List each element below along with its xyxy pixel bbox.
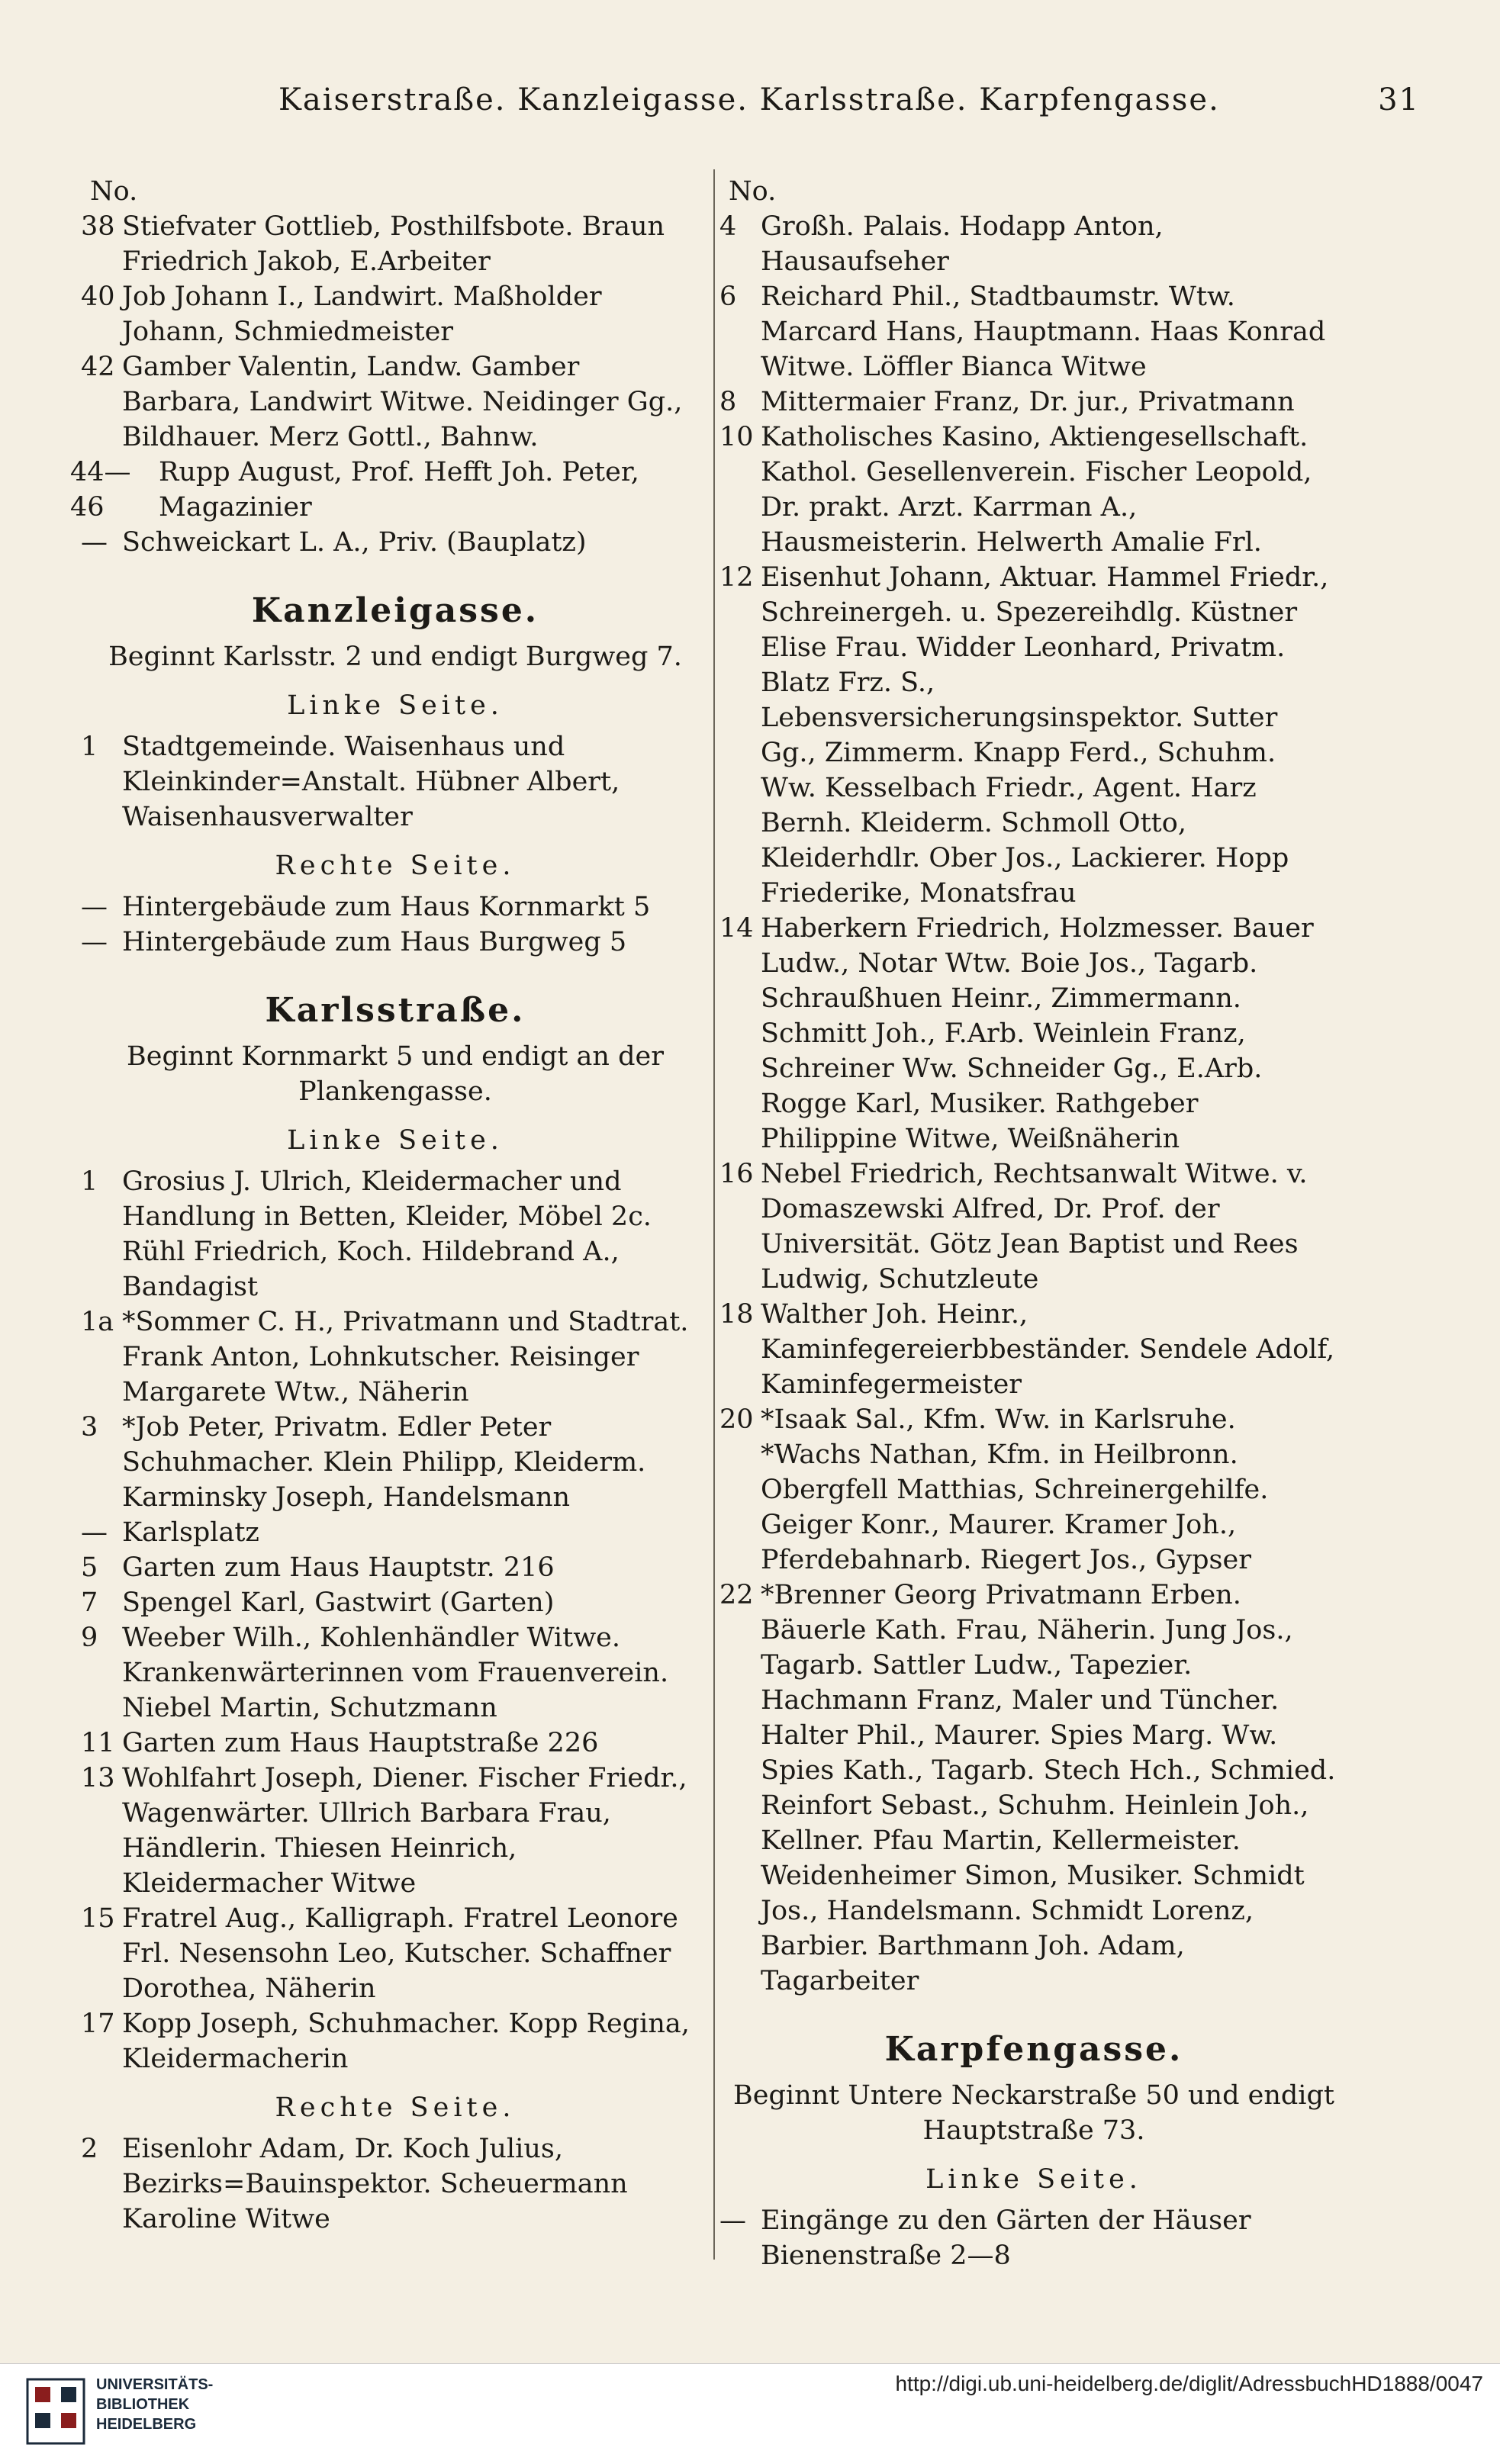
entry-text: Mittermaier Franz, Dr. jur., Privatmann xyxy=(761,387,1295,417)
list-item xyxy=(81,1761,700,1901)
house-number: 12 xyxy=(719,562,754,593)
house-number: 40 xyxy=(81,281,115,312)
house-number: 4 xyxy=(719,211,737,242)
entry-text: Katholisches Kasino, Aktiengesellschaft. Kathol. Gesellenverein. Fischer Leopold, Dr. prakt. Arzt. Karrman A., Hausmeisterin. Helwerth Amalie Frl. xyxy=(761,422,1312,558)
list-item xyxy=(719,1578,1339,1999)
house-number: — xyxy=(81,1517,108,1548)
section-title-karpfengasse: Karpfengasse. xyxy=(884,2030,1183,2069)
house-number: — xyxy=(81,927,108,957)
house-number: 17 xyxy=(81,2009,115,2039)
house-number: 1 xyxy=(81,732,98,762)
entry-text: Nebel Friedrich, Rechtsanwalt Witwe. v. Domaszewski Alfred, Dr. Prof. der Universität. Götz Jean Baptist und Rees Ludwig, Schutzleute xyxy=(761,1159,1308,1295)
entry-text: Walther Joh. Heinr., Kaminfegereierbbeständer. Sendele Adolf, Kaminfegermeister xyxy=(761,1299,1335,1400)
list-item xyxy=(81,1304,700,1410)
house-number: 7 xyxy=(81,1587,98,1618)
house-number: 2 xyxy=(81,2134,98,2164)
entry-text: Eisenlohr Adam, Dr. Koch Julius, Bezirks=Bauinspektor. Scheuermann Karoline Witwe xyxy=(122,2134,628,2234)
entry-text: Hintergebäude zum Haus Kornmarkt 5 xyxy=(122,892,651,922)
footer-bar xyxy=(0,2363,1500,2464)
university-library-logo-icon xyxy=(21,2373,90,2450)
house-number: 3 xyxy=(81,1412,98,1443)
entry-text: Eisenhut Johann, Aktuar. Hammel Friedr., Schreinergeh. u. Spezereihdlg. Küstner Elise Frau. Widder Leonhard, Privatm. Blatz Frz. S., Lebensversicherungsinspektor. Sutter Gg., Zimmerm. Knapp Ferd., Schuhm. Ww. Kesselbach Friedr., Agent. Harz Bernh. Kleiderm. Schmoll Otto, Kleiderhdlr. Ober Jos., Lackierer. Hopp Friederike, Monatsfrau xyxy=(761,562,1329,909)
house-number: 15 xyxy=(81,1903,115,1934)
entry-text: Weeber Wilh., Kohlenhändler Witwe. Krankenwärterinnen vom Frauenverein. Niebel Martin, Schutzmann xyxy=(122,1623,669,1723)
no-label: No. xyxy=(90,176,138,207)
section-begin: Beginnt Kornmarkt 5 und endigt an der Plankengasse. xyxy=(127,1041,664,1107)
entry-text: *Brenner Georg Privatmann Erben. Bäuerle Kath. Frau, Näherin. Jung Jos., Tagarb. Sattler Ludw., Tapezier. Hachmann Franz, Maler und Tüncher. Halter Phil., Maurer. Spies Marg. Ww. Spies Kath., Tagarb. Stech Hch., Schmied. Reinfort Sebast., Schuhm. Heinlein Joh., Kellner. Pfau Martin, Kellermeister. Weidenheimer Simon, Musiker. Schmidt Jos., Handelsmann. Schmidt Lorenz, Barbier. Barthmann Joh. Adam, Tagarbeiter xyxy=(761,1580,1336,1996)
list-item xyxy=(81,525,700,560)
library-name: UNIVERSITÄTS- BIBLIOTHEK HEIDELBERG xyxy=(96,2376,214,2433)
list-item xyxy=(81,1585,700,1620)
entry-text: Reichard Phil., Stadtbaumstr. Wtw. Marcard Hans, Hauptmann. Haas Konrad Witwe. Löffler Bianca Witwe xyxy=(761,281,1326,382)
entry-text: Stadtgemeinde. Waisenhaus und Kleinkinder=Anstalt. Hübner Albert, Waisenhausverwalter xyxy=(122,732,620,832)
left-column xyxy=(70,174,700,2237)
page-header xyxy=(80,82,1420,128)
section-title-kanzleigasse: Kanzleigasse. xyxy=(251,591,539,630)
list-item xyxy=(81,2131,700,2237)
house-number: 6 xyxy=(719,281,737,312)
side-heading: Rechte Seite. xyxy=(275,2092,516,2123)
section-title-karlsstrasse: Karlsstraße. xyxy=(265,991,526,1030)
entry-text: Gamber Valentin, Landw. Gamber Barbara, Landwirt Witwe. Neidinger Gg., Bildhauer. Merz Gottl., Bahnw. xyxy=(122,352,683,452)
house-number: 5 xyxy=(81,1552,98,1583)
house-number: 10 xyxy=(719,422,754,452)
list-item xyxy=(81,1726,700,1761)
house-number: — xyxy=(81,527,108,558)
house-number: 38 xyxy=(81,211,115,242)
column-divider xyxy=(713,169,715,2260)
entry-text: Schweickart L. A., Priv. (Bauplatz) xyxy=(122,527,587,558)
entry-text: Job Johann I., Landwirt. Maßholder Johann, Schmiedmeister xyxy=(122,281,602,347)
side-heading: Linke Seite. xyxy=(925,2164,1142,2195)
list-item xyxy=(719,209,1339,279)
list-item xyxy=(81,349,700,455)
list-item xyxy=(81,889,700,925)
entry-text: Hintergebäude zum Haus Burgweg 5 xyxy=(122,927,627,957)
list-item xyxy=(719,384,1339,420)
entry-text: *Job Peter, Privatm. Edler Peter Schuhmacher. Klein Philipp, Kleiderm. Karminsky Joseph, Handelsmann xyxy=(122,1412,646,1513)
list-item xyxy=(81,729,700,835)
list-item xyxy=(719,1156,1339,1297)
list-item xyxy=(81,2006,700,2076)
entry-text: Garten zum Haus Hauptstr. 216 xyxy=(122,1552,555,1583)
running-title: Kaiserstraße. Kanzleigasse. Karlsstraße. Karpfengasse. xyxy=(278,82,1220,117)
list-item xyxy=(81,1620,700,1726)
entry-text: Eingänge zu den Gärten der Häuser Bienenstraße 2—8 xyxy=(761,2205,1251,2271)
entry-text: Grosius J. Ulrich, Kleidermacher und Handlung in Betten, Kleider, Möbel 2c. Rühl Friedrich, Koch. Hildebrand A., Bandagist xyxy=(122,1166,652,1302)
list-item xyxy=(81,1164,700,1304)
section-begin: Beginnt Karlsstr. 2 und endigt Burgweg 7. xyxy=(108,642,682,672)
entry-text: Kopp Joseph, Schuhmacher. Kopp Regina, Kleidermacherin xyxy=(122,2009,690,2074)
list-item xyxy=(719,2203,1339,2273)
house-number: 8 xyxy=(719,387,737,417)
no-label: No. xyxy=(729,176,777,207)
entry-text: *Sommer C. H., Privatmann und Stadtrat. Frank Anton, Lohnkutscher. Reisinger Margarete Wtw., Näherin xyxy=(122,1307,689,1407)
house-number: — xyxy=(81,892,108,922)
list-item xyxy=(81,1550,700,1585)
house-number: 9 xyxy=(81,1623,98,1653)
entry-text: Wohlfahrt Joseph, Diener. Fischer Friedr., Wagenwärter. Ullrich Barbara Frau, Händlerin. Thiesen Heinrich, Kleidermacher Witwe xyxy=(122,1763,687,1899)
list-item xyxy=(81,279,700,349)
list-item xyxy=(81,209,700,279)
house-number: 20 xyxy=(719,1404,754,1435)
source-url-link[interactable]: http://digi.ub.uni-heidelberg.de/diglit/AdressbuchHD1888/0047 xyxy=(895,2372,1483,2395)
list-item xyxy=(70,455,700,525)
list-item xyxy=(719,1402,1339,1578)
entry-text: Stiefvater Gottlieb, Posthilfsbote. Braun Friedrich Jakob, E.Arbeiter xyxy=(122,211,665,277)
right-column xyxy=(719,174,1339,2273)
house-number: — xyxy=(719,2205,746,2236)
list-item xyxy=(719,1297,1339,1402)
list-item xyxy=(719,911,1339,1156)
house-number: 1 xyxy=(81,1166,98,1197)
house-number: 44—46 xyxy=(70,457,131,523)
house-number: 22 xyxy=(719,1580,754,1610)
section-begin: Beginnt Untere Neckarstraße 50 und endigt Hauptstraße 73. xyxy=(733,2080,1334,2146)
house-number: 16 xyxy=(719,1159,754,1189)
entry-text: Haberkern Friedrich, Holzmesser. Bauer Ludw., Notar Wtw. Boie Jos., Tagarb. Schraußhuen Heinr., Zimmermann. Schmitt Joh., F.Arb. Weinlein Franz, Schreiner Ww. Schneider Gg., E.Arb. Rogge Karl, Musiker. Rathgeber Philippine Witwe, Weißnäherin xyxy=(761,913,1314,1154)
list-item xyxy=(719,279,1339,384)
list-item xyxy=(719,560,1339,911)
list-item xyxy=(719,420,1339,560)
house-number: 13 xyxy=(81,1763,115,1793)
house-number: 11 xyxy=(81,1728,115,1758)
house-number: 18 xyxy=(719,1299,754,1330)
house-number: 14 xyxy=(719,913,754,944)
entry-text: *Isaak Sal., Kfm. Ww. in Karlsruhe. *Wachs Nathan, Kfm. in Heilbronn. Obergfell Matthias, Schreinergehilfe. Geiger Konr., Maurer. Kramer Joh., Pferdebahnarb. Riegert Jos., Gypser xyxy=(761,1404,1269,1575)
house-number: 1a xyxy=(81,1307,114,1337)
entry-text: Fratrel Aug., Kalligraph. Fratrel Leonore Frl. Nesensohn Leo, Kutscher. Schaffner Dorothea, Näherin xyxy=(122,1903,678,2004)
entry-text: Garten zum Haus Hauptstraße 226 xyxy=(122,1728,599,1758)
entry-text: Spengel Karl, Gastwirt (Garten) xyxy=(122,1587,555,1618)
entry-text: Großh. Palais. Hodapp Anton, Hausaufseher xyxy=(761,211,1164,277)
list-item xyxy=(81,925,700,960)
list-item xyxy=(81,1410,700,1515)
house-number: 42 xyxy=(81,352,115,382)
side-heading: Linke Seite. xyxy=(287,690,504,721)
list-item xyxy=(81,1515,700,1550)
page-number: 31 xyxy=(1378,82,1420,117)
side-heading: Rechte Seite. xyxy=(275,851,516,881)
entry-text: Rupp August, Prof. Hefft Joh. Peter, Magazinier xyxy=(159,457,639,523)
side-heading: Linke Seite. xyxy=(287,1125,504,1156)
entry-text: Karlsplatz xyxy=(122,1517,259,1548)
list-item xyxy=(81,1901,700,2006)
